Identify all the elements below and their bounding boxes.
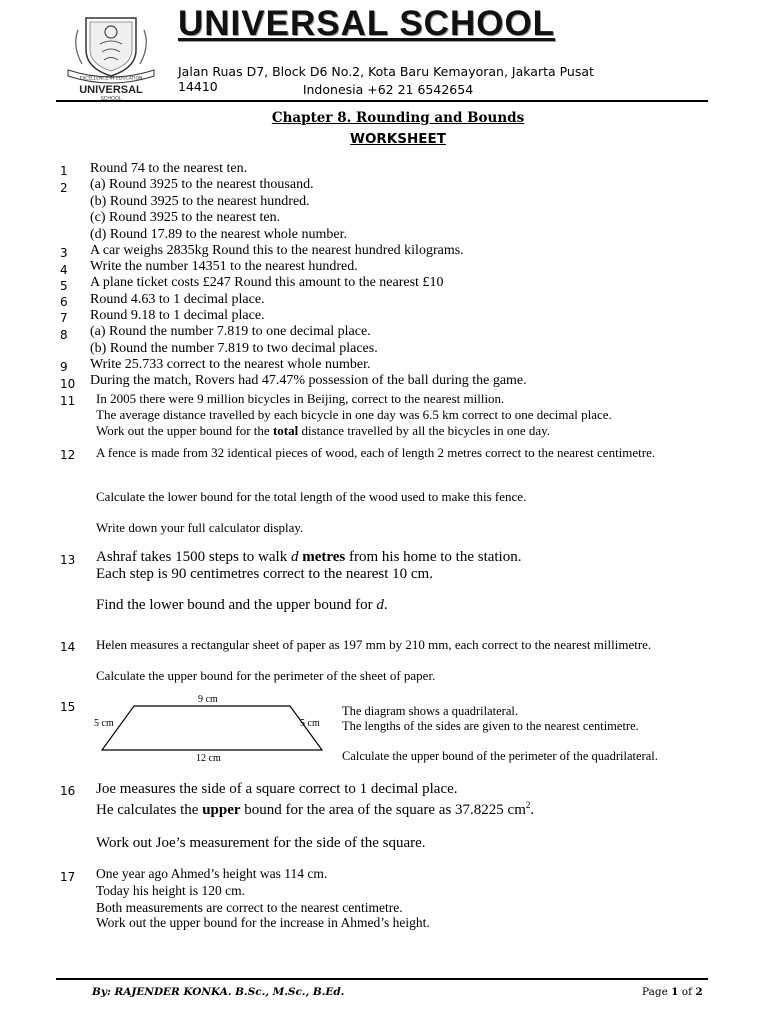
question-text: Write the number 14351 to the nearest hundred. <box>90 259 358 274</box>
question-text: Round 4.63 to 1 decimal place. <box>90 292 265 307</box>
question-text: The diagram shows a quadrilateral. <box>342 704 518 718</box>
page-indicator: Page 1 of 2 <box>642 986 703 998</box>
question-text: He calculates the upper bound for the area of the square as 37.8225 $cm^2$. <box>96 800 535 818</box>
question-text: Joe measures the side of a square correct to 1 decimal place. <box>96 781 458 797</box>
question-number: 4 <box>60 263 68 277</box>
question-text: (b) Round the number 7.819 to two decimal places. <box>90 341 378 356</box>
question-number: 14 <box>60 640 76 654</box>
question-text: A plane ticket costs £247 Round this amount to the nearest £10 <box>90 275 444 290</box>
question-number: 8 <box>60 328 68 342</box>
address-line-2: Indonesia +62 21 6542654 <box>302 82 474 97</box>
question-text: During the match, Rovers had 47.47% possession of the ball during the game. <box>90 373 527 388</box>
question-text: Both measurements are correct to the nearest centimetre. <box>96 900 403 915</box>
question-number: 11 <box>60 394 76 408</box>
question-number: 6 <box>60 295 68 309</box>
question-text: Write down your full calculator display. <box>96 520 304 535</box>
question-text: Work out the upper bound for the total distance travelled by all the bicycles in one day. <box>96 423 551 438</box>
question-text: A car weighs 2835kg Round this to the nearest hundred kilograms. <box>90 243 464 258</box>
diagram-label-top: 9 cm <box>198 694 218 705</box>
question-text: (d) Round 17.89 to the nearest whole number. <box>90 227 348 242</box>
question-text: Today his height is 120 cm. <box>96 883 246 898</box>
school-name: UNIVERSAL SCHOOL <box>178 4 556 43</box>
question-number: 7 <box>60 311 68 325</box>
question-text: Round 9.18 to 1 decimal place. <box>90 308 265 323</box>
question-text: Calculate the upper bound for the perimeter of the sheet of paper. <box>96 668 436 683</box>
logo-motto: EXCELLENCE IN EDUCATION <box>79 76 143 82</box>
address-line-1: Jalan Ruas D7, Block D6 No.2, Kota Baru Kemayoran, Jakarta Pusat 14410 <box>178 64 594 94</box>
question-text: In 2005 there were 9 million bicycles in Beijing, correct to the nearest million. <box>96 391 505 406</box>
question-text: (a) Round the number 7.819 to one decimal place. <box>90 324 371 339</box>
chapter-title: Chapter 8. Rounding and Bounds <box>271 110 525 126</box>
question-text: A fence is made from 32 identical pieces of wood, each of length 2 metres correct to the nearest centimetre. <box>96 445 656 460</box>
footer-author: By: RAJENDER KONKA. B.Sc., M.Sc., B.Ed. <box>92 986 345 998</box>
question-text: The lengths of the sides are given to the nearest centimetre. <box>342 719 639 733</box>
question-number: 9 <box>60 360 68 374</box>
question-text: Work out the upper bound for the increase in Ahmed’s height. <box>96 915 430 930</box>
logo-name: UNIVERSAL <box>79 84 143 96</box>
question-text: Round 74 to the nearest ten. <box>90 161 248 176</box>
question-number: 17 <box>60 870 76 884</box>
question-text: (a) Round 3925 to the nearest thousand. <box>90 177 314 192</box>
question-number: 13 <box>60 553 76 567</box>
question-text: Work out Joe’s measurement for the side of the square. <box>96 835 426 851</box>
question-text: Each step is 90 centimetres correct to the nearest 10 cm. <box>96 566 433 582</box>
question-number: 15 <box>60 700 76 714</box>
header-divider <box>56 100 708 102</box>
question-number: 16 <box>60 784 76 798</box>
question-number: 10 <box>60 377 76 391</box>
diagram-label-bottom: 12 cm <box>196 753 221 764</box>
question-text: Write 25.733 correct to the nearest whole number. <box>90 357 371 372</box>
question-text: The average distance travelled by each bicycle in one day was 6.5 km correct to one decimal place. <box>96 407 612 422</box>
question-text: Find the lower bound and the upper bound for d. <box>96 597 388 613</box>
question-number: 5 <box>60 279 68 293</box>
question-text: (b) Round 3925 to the nearest hundred. <box>90 194 310 209</box>
question-text: Calculate the lower bound for the total length of the wood used to make this fence. <box>96 489 527 504</box>
logo-sub: SCHOOL <box>100 96 122 102</box>
question-text: (c) Round 3925 to the nearest ten. <box>90 210 281 225</box>
question-number: 2 <box>60 181 68 195</box>
diagram-label-right: 5 cm <box>300 718 320 729</box>
question-text: Helen measures a rectangular sheet of paper as 197 mm by 210 mm, each correct to the nearest millimetre. <box>96 637 652 652</box>
quadrilateral-diagram <box>90 694 330 766</box>
question-number: 12 <box>60 448 76 462</box>
footer-divider <box>56 978 708 980</box>
school-crest-icon <box>60 10 162 102</box>
question-text: Ashraf takes 1500 steps to walk d metres from his home to the station. <box>96 549 522 565</box>
question-text: Calculate the upper bound of the perimeter of the quadrilateral. <box>342 749 658 763</box>
question-number: 1 <box>60 164 68 178</box>
question-text: One year ago Ahmed’s height was 114 cm. <box>96 866 328 881</box>
diagram-label-left: 5 cm <box>94 718 114 729</box>
worksheet-title: WORKSHEET <box>350 131 446 147</box>
question-number: 3 <box>60 246 68 260</box>
